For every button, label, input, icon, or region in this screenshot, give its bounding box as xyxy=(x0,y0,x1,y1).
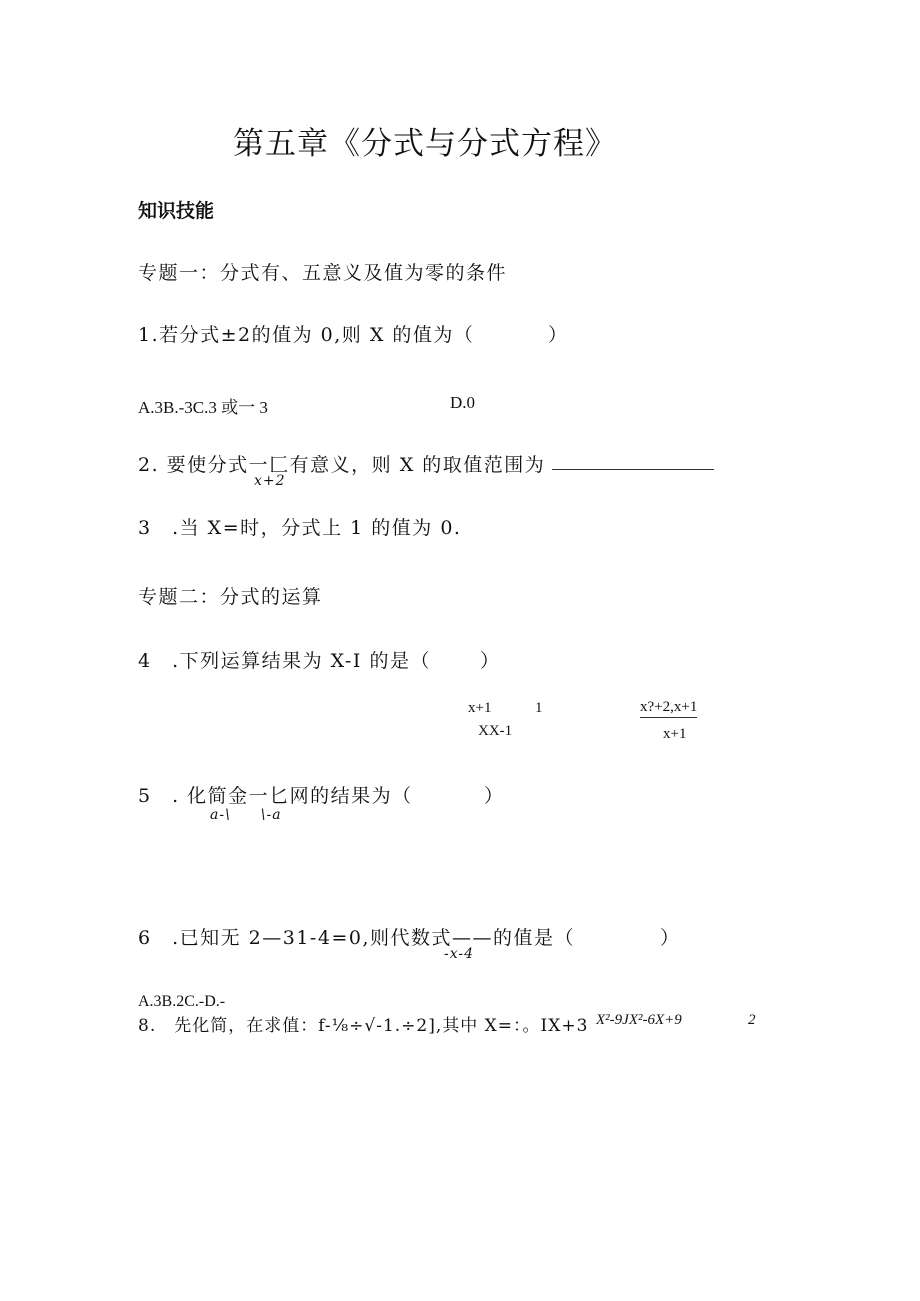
question-4-close-paren: ） xyxy=(480,650,501,672)
question-1-close-paren: ） xyxy=(548,324,569,346)
question-1-stem: 1.若分式±2的值为 0,则 X 的值为（ xyxy=(138,324,475,346)
section-heading: 知识技能 xyxy=(138,200,215,222)
question-6-options: A.3B.2C.-D.- xyxy=(138,993,226,1010)
q4-fraction-2-denominator: x+1 xyxy=(663,726,687,742)
question-8-expression: X²-9JX²-6X+9 xyxy=(596,1012,682,1028)
page-title: 第五章《分式与分式方程》 xyxy=(233,126,617,162)
question-6-stem: 6 .已知无 2—31-4=0,则代数式——的值是（ xyxy=(138,927,575,949)
topic-one-heading: 专题一：分式有、五意义及值为零的条件 xyxy=(138,262,508,284)
question-6-denominator: -x-4 xyxy=(444,946,475,962)
question-5-stem: 5 . 化简金一匕网的结果为（ xyxy=(138,785,413,807)
question-1-option-d: D.0 xyxy=(450,393,476,412)
answer-blank xyxy=(552,469,714,470)
q4-fraction-2-numerator: x?+2,x+1 xyxy=(640,699,697,718)
q4-fraction-1-numerator: x+1 xyxy=(468,700,492,716)
question-1-options-abc: A.3B.-3C.3 或一 3 xyxy=(138,398,268,417)
question-5-close-paren: ） xyxy=(484,785,505,807)
question-2-stem: 2. 要使分式一匚有意义，则 X 的取值范围为 xyxy=(138,454,546,476)
question-6-close-paren: ） xyxy=(660,927,681,949)
question-8-stem: 8. 先化简，在求值：f-⅛÷√-1.÷2],其中 X=：。IX+3 xyxy=(138,1016,589,1036)
topic-two-heading: 专题二：分式的运算 xyxy=(138,586,323,608)
question-5-denominators: a-\ \-a xyxy=(210,807,282,823)
question-2-denominator: x+2 xyxy=(254,473,286,489)
question-3: 3 .当 X=时，分式上 1 的值为 0. xyxy=(138,517,462,539)
q4-fraction-1-denominator: XX-1 xyxy=(478,723,513,739)
question-4-stem: 4 .下列运算结果为 X-I 的是（ xyxy=(138,650,431,672)
question-8-tail: 2 xyxy=(748,1012,756,1028)
q4-option-one: 1 xyxy=(535,700,543,716)
